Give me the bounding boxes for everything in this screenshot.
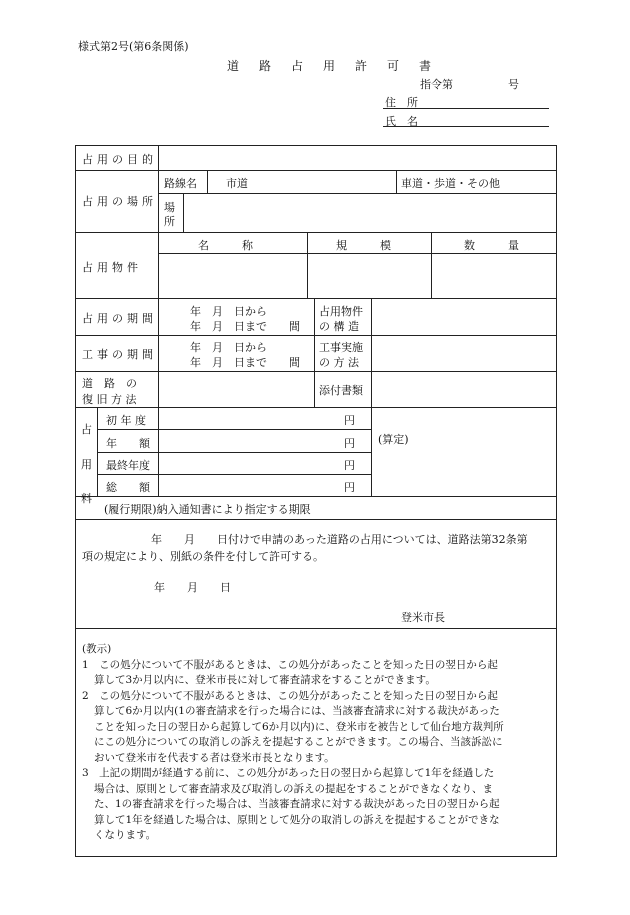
place-sub-label-1: 場 bbox=[164, 201, 175, 214]
period-from: 年 月 日から bbox=[190, 305, 267, 318]
notice-line: 算して3か月以内に、登米市長に対して審査請求をすることができます。 bbox=[94, 674, 436, 686]
fee-row-final-year: 最終年度 bbox=[106, 459, 150, 472]
address-label: 住 所 bbox=[385, 96, 418, 109]
notice-block bbox=[82, 642, 557, 844]
notice-line: 場合は、原則として審査請求及び取消しの訴えの提起をすることができなくなり、ま bbox=[94, 782, 493, 795]
place-label: 占用の場所 bbox=[82, 195, 157, 208]
notice-line: にこの処分についての取消しの訴えを提起することができます。この場合、当該訴訟に bbox=[94, 736, 503, 748]
permit-date: 年 月 日 bbox=[154, 581, 231, 594]
notice-line: くなります。 bbox=[94, 829, 157, 841]
route-value: 市道 bbox=[226, 177, 248, 190]
notice-line: た、1の審査請求を行った場合は、当該審査請求に対する裁決があった日の翌日から起 bbox=[94, 798, 500, 810]
address-underline bbox=[383, 108, 549, 109]
name-label: 氏 名 bbox=[385, 115, 418, 128]
notice-line: 3 上記の期間が経過する前に、この処分があった日の翌日から起算して1年を経過した bbox=[82, 767, 495, 779]
order-number: 指令第 号 bbox=[420, 78, 519, 91]
permit-line-2: 項の規定により、別紙の条件を付して許可する。 bbox=[82, 550, 324, 563]
fee-unit-4: 円 bbox=[344, 481, 355, 494]
signer: 登米市長 bbox=[401, 611, 445, 624]
notice-line: 算して6か月以内(1の審査請求を行った場合には、当該審査請求に対する裁決があった bbox=[94, 705, 500, 717]
structure-label-2: の 構 造 bbox=[319, 320, 359, 333]
structure-label-1: 占用物件 bbox=[319, 305, 363, 318]
fee-row-annual: 年 額 bbox=[106, 437, 150, 450]
purpose-label: 占用の目的 bbox=[82, 153, 157, 166]
work-method-label-2: の 方 法 bbox=[319, 356, 359, 369]
notice-line: 算して1年を経過した場合は、原則として処分の取消しの訴えを提起することができな bbox=[94, 813, 500, 826]
place-sub-label-2: 所 bbox=[164, 215, 175, 228]
work-from: 年 月 日から bbox=[190, 341, 267, 354]
fee-label-2: 用 bbox=[81, 458, 92, 471]
period-to: 年 月 日まで 間 bbox=[190, 320, 300, 333]
notice-heading: (教示) bbox=[82, 643, 112, 655]
col-scale: 規 模 bbox=[336, 239, 391, 252]
notice-line: ことを知った日の翌日から起算して6か月以内)に、登米市を被告として仙台地方裁判所 bbox=[94, 720, 504, 733]
col-quantity: 数 量 bbox=[464, 239, 519, 252]
work-period-label: 工事の期間 bbox=[82, 348, 157, 361]
form-number: 様式第2号(第6条関係) bbox=[78, 40, 189, 53]
document-title: 道路占用許可書 bbox=[227, 59, 452, 73]
deadline-text: (履行期限)納入通知書により指定する期限 bbox=[104, 503, 311, 516]
period-label: 占用の期間 bbox=[82, 312, 157, 325]
fee-label-3: 料 bbox=[81, 492, 92, 505]
fee-unit-1: 円 bbox=[344, 414, 355, 427]
fee-row-total: 総 額 bbox=[106, 481, 150, 494]
work-method-label-1: 工事実施 bbox=[319, 341, 363, 354]
fee-unit-3: 円 bbox=[344, 459, 355, 472]
attach-label: 添付書類 bbox=[319, 384, 363, 397]
fee-label-1: 占 bbox=[81, 423, 92, 436]
notice-line: 2 この処分について不服があるときは、この処分があったことを知った日の翌日から起 bbox=[82, 689, 498, 702]
fee-unit-2: 円 bbox=[344, 437, 355, 450]
col-name: 名 称 bbox=[198, 239, 253, 252]
restore-label-1: 道 路 の bbox=[82, 377, 137, 390]
fee-row-first-year: 初 年 度 bbox=[106, 414, 146, 427]
calc-label: (算定) bbox=[378, 433, 409, 446]
notice-line: おいて登米市を代表する者は登米市長となります。 bbox=[94, 751, 335, 764]
work-to: 年 月 日まで 間 bbox=[190, 356, 300, 369]
notice-line: 1 この処分について不服があるときは、この処分があったことを知った日の翌日から起 bbox=[82, 658, 498, 671]
object-label: 占用物件 bbox=[82, 261, 142, 274]
permit-line-1: 年 月 日付けで申請のあった道路の占用については、道路法第32条第 bbox=[151, 533, 528, 546]
route-label: 路線名 bbox=[164, 177, 197, 190]
road-type: 車道・歩道・その他 bbox=[401, 177, 500, 190]
name-underline bbox=[383, 126, 549, 127]
restore-label-2: 復 旧 方 法 bbox=[82, 393, 137, 406]
